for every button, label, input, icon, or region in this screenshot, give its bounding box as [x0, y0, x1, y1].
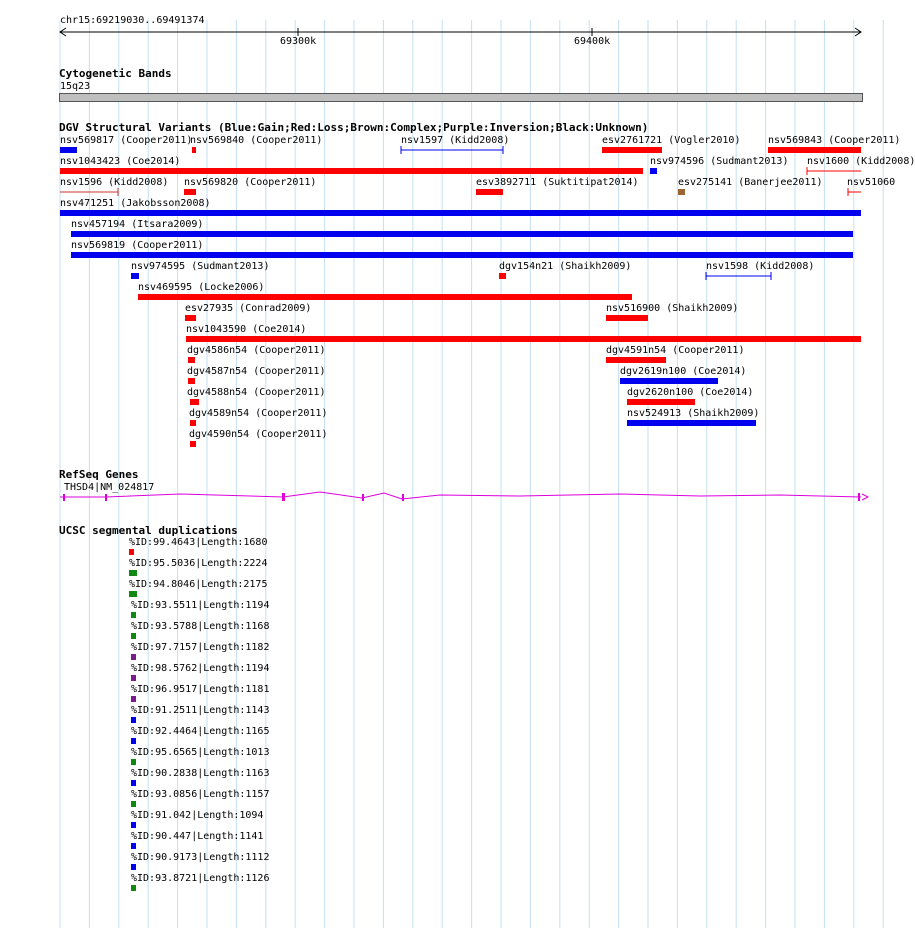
segdup-bar[interactable]	[131, 717, 136, 723]
segdup-bar[interactable]	[131, 612, 136, 618]
segdup-label[interactable]: %ID:99.4643|Length:1680	[129, 537, 268, 548]
feature-label[interactable]: nsv516900 (Shaikh2009)	[606, 303, 739, 314]
feature-label[interactable]: nsv569817 (Cooper2011)	[60, 135, 193, 146]
segdup-bar[interactable]	[129, 570, 137, 576]
feature-label[interactable]: nsv569840 (Cooper2011)	[190, 135, 323, 146]
cytoband-label: 15q23	[60, 81, 91, 92]
segdup-label[interactable]: %ID:93.5788|Length:1168	[131, 621, 270, 632]
segdup-bar[interactable]	[131, 738, 136, 744]
segdup-bar[interactable]	[131, 780, 136, 786]
segdup-label[interactable]: %ID:94.8046|Length:2175	[129, 579, 268, 590]
feature-label[interactable]: nsv569843 (Cooper2011)	[768, 135, 901, 146]
feature-label[interactable]: esv2761721 (Vogler2010)	[602, 135, 741, 146]
ruler-range-label: chr15:69219030..69491374	[60, 15, 205, 26]
feature-label[interactable]: nsv1598 (Kidd2008)	[706, 261, 815, 272]
track-title-refseq: RefSeq Genes	[59, 468, 139, 481]
feature-label[interactable]: dgv154n21 (Shaikh2009)	[499, 261, 632, 272]
feature-label[interactable]: dgv4586n54 (Cooper2011)	[187, 345, 326, 356]
feature-label[interactable]: nsv974595 (Sudmant2013)	[131, 261, 270, 272]
segdup-label[interactable]: %ID:93.8721|Length:1126	[131, 873, 270, 884]
feature-label[interactable]: esv27935 (Conrad2009)	[185, 303, 312, 314]
segdup-bar[interactable]	[131, 843, 136, 849]
segdup-label[interactable]: %ID:91.2511|Length:1143	[131, 705, 270, 716]
feature-label[interactable]: nsv1596 (Kidd2008)	[60, 177, 169, 188]
segdup-label[interactable]: %ID:92.4464|Length:1165	[131, 726, 270, 737]
segdup-label[interactable]: %ID:95.5036|Length:2224	[129, 558, 268, 569]
feature-label[interactable]: nsv974596 (Sudmant2013)	[650, 156, 789, 167]
gene-label[interactable]: THSD4|NM_024817	[64, 482, 155, 493]
feature-label[interactable]: esv275141 (Banerjee2011)	[678, 177, 823, 188]
segdup-bar[interactable]	[131, 759, 136, 765]
segdup-label[interactable]: %ID:95.6565|Length:1013	[131, 747, 270, 758]
segdup-label[interactable]: %ID:90.9173|Length:1112	[131, 852, 270, 863]
feature-label[interactable]: dgv2619n100 (Coe2014)	[620, 366, 747, 377]
feature-label[interactable]: dgv4588n54 (Cooper2011)	[187, 387, 326, 398]
segdup-bar[interactable]	[131, 822, 136, 828]
segdup-bar[interactable]	[131, 696, 136, 702]
segdup-label[interactable]: %ID:98.5762|Length:1194	[131, 663, 270, 674]
segdup-label[interactable]: %ID:90.2838|Length:1163	[131, 768, 270, 779]
track-title-dgv: DGV Structural Variants (Blue:Gain;Red:Loss;Brown:Complex;Purple:Inversion;Black:Unknown)	[59, 121, 649, 134]
feature-label[interactable]: dgv4589n54 (Cooper2011)	[189, 408, 328, 419]
segdup-bar[interactable]	[129, 591, 137, 597]
feature-label[interactable]: nsv1043423 (Coe2014)	[60, 156, 181, 167]
segdup-label[interactable]: %ID:93.0856|Length:1157	[131, 789, 270, 800]
segdup-bar[interactable]	[131, 885, 136, 891]
track-title-cytobands: Cytogenetic Bands	[59, 67, 172, 80]
feature-label[interactable]: esv3892711 (Suktitipat2014)	[476, 177, 639, 188]
feature-label[interactable]: nsv569819 (Cooper2011)	[71, 240, 204, 251]
segdup-bar[interactable]	[129, 549, 134, 555]
ruler-tick-69300k: 69300k	[280, 36, 317, 47]
segdup-bar[interactable]	[131, 864, 136, 870]
segdup-label[interactable]: %ID:93.5511|Length:1194	[131, 600, 270, 611]
track-title-segdups: UCSC segmental duplications	[59, 524, 238, 537]
segdup-bar[interactable]	[131, 675, 136, 681]
segdup-bar[interactable]	[131, 633, 136, 639]
segdup-label[interactable]: %ID:96.9517|Length:1181	[131, 684, 270, 695]
feature-label[interactable]: nsv471251 (Jakobsson2008)	[60, 198, 211, 209]
feature-label[interactable]: nsv469595 (Locke2006)	[138, 282, 265, 293]
segdup-bar[interactable]	[131, 654, 136, 660]
segdup-bar[interactable]	[131, 801, 136, 807]
segdup-label[interactable]: %ID:97.7157|Length:1182	[131, 642, 270, 653]
segdup-label[interactable]: %ID:91.042|Length:1094	[131, 810, 264, 821]
feature-label[interactable]: nsv457194 (Itsara2009)	[71, 219, 204, 230]
feature-label[interactable]: nsv524913 (Shaikh2009)	[627, 408, 760, 419]
feature-label[interactable]: nsv569820 (Cooper2011)	[184, 177, 317, 188]
feature-label[interactable]: nsv51060	[847, 177, 896, 188]
feature-label[interactable]: nsv1043590 (Coe2014)	[186, 324, 307, 335]
feature-label[interactable]: dgv2620n100 (Coe2014)	[627, 387, 754, 398]
segdup-label[interactable]: %ID:90.447|Length:1141	[131, 831, 264, 842]
ruler-tick-69400k: 69400k	[574, 36, 611, 47]
feature-label[interactable]: nsv1597 (Kidd2008)	[401, 135, 510, 146]
feature-label[interactable]: dgv4587n54 (Cooper2011)	[187, 366, 326, 377]
feature-label[interactable]: nsv1600 (Kidd2008)	[807, 156, 915, 167]
feature-label[interactable]: dgv4590n54 (Cooper2011)	[189, 429, 328, 440]
feature-label[interactable]: dgv4591n54 (Cooper2011)	[606, 345, 745, 356]
